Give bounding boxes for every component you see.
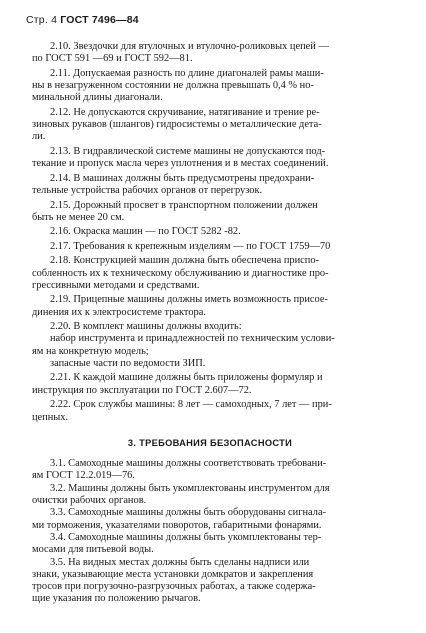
document-body — [32, 41, 388, 606]
clause-3-5: 3.5. На видных местах должны быть сделаны надписи или знаки, указывающие места установки домкратов и закрепления тросов при погрузочно-разгрузочных работах, а также содержа- щие указания по положению рычагов. — [32, 556, 316, 605]
clause-2-13: 2.13. В гидравлической системе машины не допускаются под- текание и пропуск масла через уплотнения и в местах соединений. — [32, 145, 329, 170]
clause-2-22: 2.22. Срок службы машины: 8 лет — самоходных, 7 лет — при- цепных. — [32, 399, 332, 423]
clause-2-20: 2.20. В комплект машины должны входить: — [50, 321, 242, 333]
clause-2-17: 2.17. Требования к крепежным изделиям — по ГОСТ 1759—70 — [50, 240, 331, 252]
clause-3-3: 3.3. Самоходные машины должны быть оборудованы сигнала- ми торможения, указателями поворотов, габаритными фонарями. — [32, 507, 327, 531]
standard-designation: ГОСТ 7496—84 — [60, 14, 139, 26]
clause-2-19: 2.19. Прицепные машины должны иметь возможность присое- динения их к электросистеме трактора. — [32, 294, 328, 318]
clause-3-1: 3.1. Самоходные машины должны соответствовать требовани- ям ГОСТ 12.2.019—76. — [32, 458, 327, 482]
clause-2-15: 2.15. Дорожный просвет в транспортном положении должен быть не менее 20 см. — [32, 199, 318, 223]
clause-2-16: 2.16. Окраска машин — по ГОСТ 5282 -82. — [50, 226, 241, 238]
section-3-title: 3. ТРЕБОВАНИЯ БЕЗОПАСНОСТИ — [127, 437, 293, 448]
clause-2-20-item-spares: запасные части по ведомости ЗИП. — [50, 358, 206, 369]
section-2-continued — [32, 41, 388, 424]
clause-2-14: 2.14. В машинах должны быть предусмотрены предохрани- тельные устройства рабочих органов от перегрузок. — [32, 172, 315, 197]
clause-2-12: 2.12. Не допускаются скручивание, натягивание и трение ре- зиновых рукавов (шлангов) гидросистемы о металлические дета- ли. — [32, 106, 322, 143]
page-label: Стр. 4 — [26, 14, 58, 26]
page-header — [26, 14, 139, 26]
section-3 — [32, 458, 388, 606]
clause-2-11: 2.11. Допускаемая разность по длине диагоналей рамы маши- ны в незагруженном состоянии не должна превышать 0,4 % но- минальной длины диагонали. — [32, 67, 324, 104]
clause-3-2: 3.2. Машины должны быть укомплектованы инструментом для очистки рабочих органов. — [32, 482, 330, 507]
clause-2-18: 2.18. Конструкцией машин должна быть обеспечена приспо- собленность их к техническому обслуживанию и диагностике про- грессивными методами и средствами. — [32, 255, 329, 291]
clause-2-20-item-tools: набор инструмента и принадлежностей по техническим услови- ям на конкретную модель; — [32, 333, 335, 357]
clause-2-21: 2.21. К каждой машине должны быть приложены формуляр и инструкция по эксплуатации по ГОСТ 2.607—72. — [32, 372, 323, 396]
clause-2-10: 2.10. Звездочки для втулочных и втулочно-роликовых цепей — по ГОСТ 591 —69 и ГОСТ 592—81. — [32, 41, 329, 65]
clause-3-4: 3.4. Самоходные машины должны быть укомплектованы тер- мосами для питьевой воды. — [32, 531, 322, 556]
